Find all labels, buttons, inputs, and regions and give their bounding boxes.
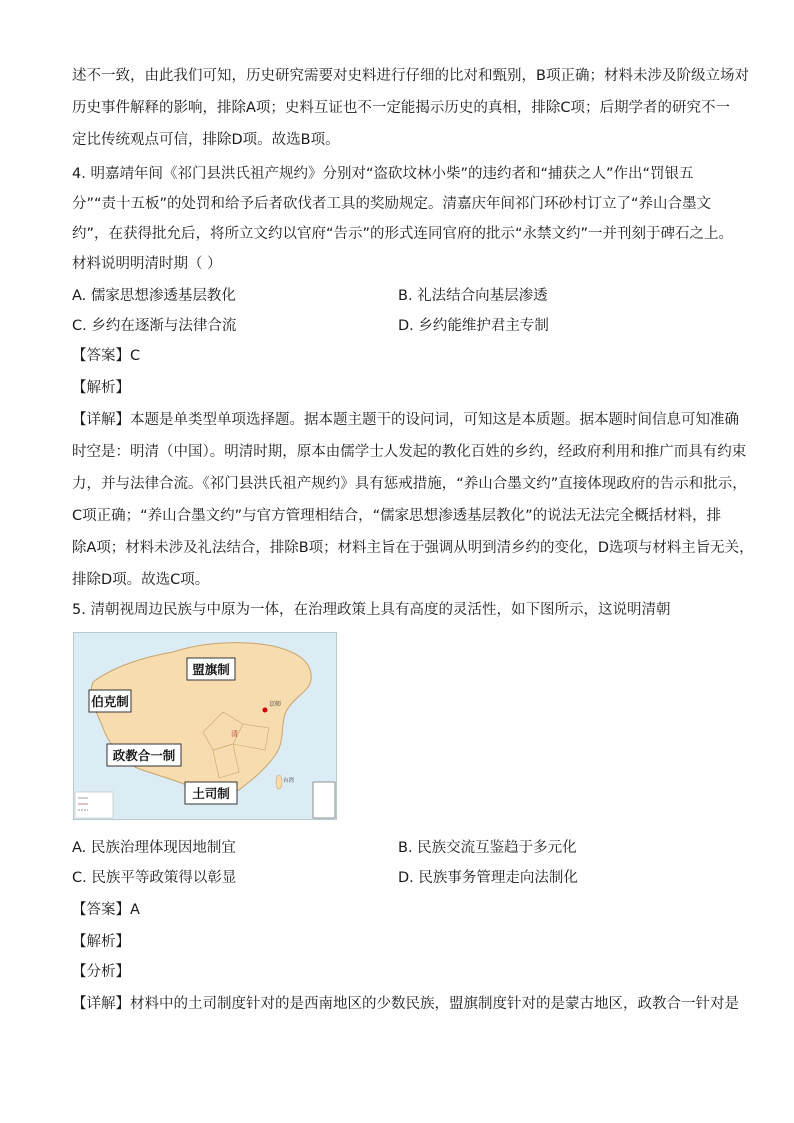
answer-label: 【答案】	[72, 902, 130, 918]
q4-analysis-label: 【解析】	[72, 380, 130, 396]
question-4-stem: 分”“责十五板”的处罚和给予后者砍伐者工具的奖励规定。清嘉庆年间祁门环砂村订立了“养山合墨文	[72, 196, 712, 212]
q4-detail-line: 力，并与法律合流。《祁门县洪氏祖产规约》具有惩戒措施，“养山合墨文约”直接体现政府的告示和批示，	[72, 476, 747, 492]
q4-detail-line: 【详解】本题是单类型单项选择题。据本题主题干的设问词，可知这是本质题。据本题时间信息可知准确	[72, 412, 739, 428]
para-line: 定比传统观点可信，排除D项。故选B项。	[72, 132, 340, 148]
map-legend	[75, 792, 113, 818]
q5-option-d: D. 民族事务管理走向法制化	[398, 870, 578, 886]
taiwan-island	[276, 775, 282, 789]
q5-option-b: B. 民族交流互鉴趋于多元化	[398, 840, 577, 856]
map-label-tusi: 土司制	[192, 786, 230, 801]
capital-marker	[263, 708, 268, 713]
para-line: 历史事件解释的影响，排除A项；史料互证也不一定能揭示历史的真相，排除C项；后期学者的研究不一	[72, 100, 731, 116]
para-line: 述不一致，由此我们可知，历史研究需要对史料进行仔细的比对和甄别，B项正确；材料未涉及阶级立场对	[72, 68, 749, 84]
q5-option-c: C. 民族平等政策得以彰显	[72, 870, 237, 886]
map-small-label-qing: 清	[231, 730, 238, 738]
q5-answer	[72, 900, 140, 920]
question-4-stem: 4. 明嘉靖年间《祁门县洪氏祖产规约》分别对“盗砍坟林小柴”的违约者和“捕获之人”作出“罚银五	[72, 166, 694, 182]
map-label-boke: 伯克制	[91, 694, 129, 709]
q4-detail-line: 排除D项。故选C项。	[72, 572, 210, 588]
q4-option-c: C. 乡约在逐渐与法律合流	[72, 318, 237, 334]
q4-detail-line: C项正确；“养山合墨文约”与官方管理相结合，“儒家思想渗透基层教化”的说法无法完全概括材料，排	[72, 508, 722, 524]
q4-detail-line: 除A项；材料未涉及礼法结合，排除B项；材料主旨在于强调从明到清乡约的变化，D选项与材料主旨无关，	[72, 540, 754, 556]
map-label-zhengjiao: 政教合一制	[112, 748, 176, 763]
qing-map-image	[73, 632, 337, 820]
q4-option-d: D. 乡约能维护君主专制	[398, 318, 549, 334]
answer-value: A	[130, 902, 140, 918]
south-sea-inset	[313, 782, 335, 818]
map-small-label-taiwan: 台湾	[283, 778, 295, 784]
map-small-label-capital: 京师	[269, 701, 282, 708]
q4-option-b: B. 礼法结合向基层渗透	[398, 288, 548, 304]
q4-option-a: A. 儒家思想渗透基层教化	[72, 288, 236, 304]
question-4-stem: 约”，在获得批允后，将所立文约以官府“告示”的形式连同官府的批示“永禁文约”一并刊刻于碑石之上。	[72, 226, 734, 242]
q5-detail-line: 【详解】材料中的土司制度针对的是西南地区的少数民族，盟旗制度针对的是蒙古地区，政教合一针对是	[72, 996, 739, 1012]
answer-label: 【答案】	[72, 348, 130, 364]
question-4-stem: 材料说明明清时期（ ）	[72, 256, 222, 272]
q5-fenxi-label: 【分析】	[72, 964, 130, 980]
question-5-stem: 5. 清朝视周边民族与中原为一体，在治理政策上具有高度的灵活性，如下图所示，这说明清朝	[72, 602, 671, 618]
q4-answer	[72, 346, 140, 366]
q4-detail-line: 时空是：明清（中国）。明清时期，原本由儒学士人发起的教化百姓的乡约，经政府利用和推广而具有约束	[72, 444, 747, 460]
answer-value: C	[130, 348, 141, 364]
q5-analysis-label: 【解析】	[72, 934, 130, 950]
map-label-mengqi: 盟旗制	[192, 662, 230, 677]
q5-option-a: A. 民族治理体现因地制宜	[72, 840, 236, 856]
